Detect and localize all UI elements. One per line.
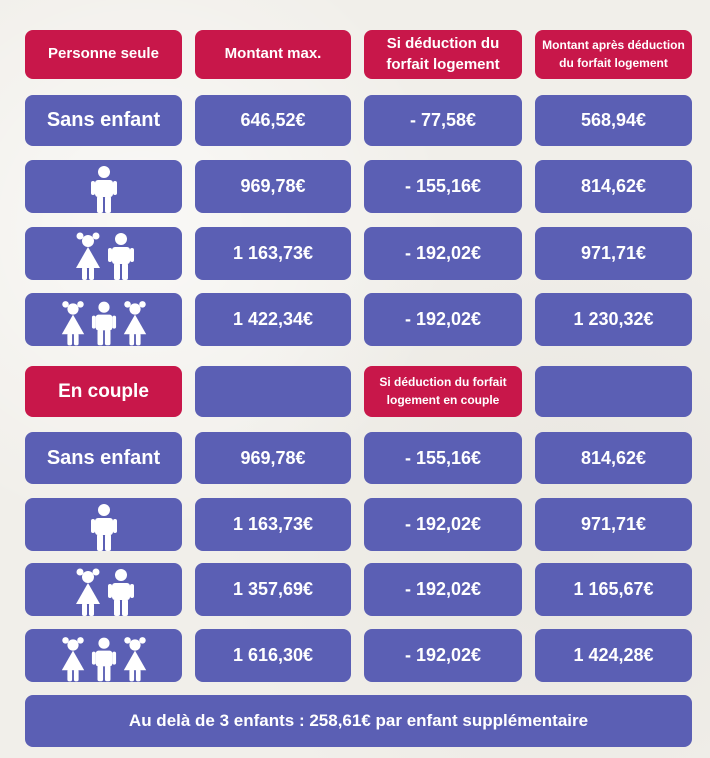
deduction-cell: - 155,16€ [364, 160, 522, 213]
row-label-no-child: Sans enfant [25, 432, 182, 484]
max-amount-cell: 1 616,30€ [195, 629, 351, 682]
after-deduction-cell: 1 424,28€ [535, 629, 692, 682]
row-label-one-child [25, 160, 182, 213]
two-children-icon [73, 568, 135, 616]
max-amount-cell: 1 422,34€ [195, 293, 351, 346]
row-label-no-child: Sans enfant [25, 95, 182, 146]
header-max-amount: Montant max. [195, 30, 351, 79]
three-children-icon [59, 300, 149, 346]
row-label-two-children [25, 563, 182, 616]
after-deduction-cell: 1 230,32€ [535, 293, 692, 346]
row-label-three-children [25, 293, 182, 346]
header-couple-empty-max [195, 366, 351, 417]
header-couple-deduction: Si déduction du forfait logement en couple [364, 366, 522, 417]
header-couple-label: En couple [25, 366, 182, 417]
deduction-cell: - 192,02€ [364, 629, 522, 682]
header-couple-empty-after [535, 366, 692, 417]
after-deduction-cell: 971,71€ [535, 227, 692, 280]
header-after-deduction: Montant après déduction du forfait logement [535, 30, 692, 79]
after-deduction-cell: 814,62€ [535, 432, 692, 484]
row-label-one-child [25, 498, 182, 551]
deduction-cell: - 192,02€ [364, 227, 522, 280]
deduction-cell: - 192,02€ [364, 563, 522, 616]
three-children-icon [59, 636, 149, 682]
max-amount-cell: 969,78€ [195, 160, 351, 213]
max-amount-cell: 646,52€ [195, 95, 351, 146]
after-deduction-cell: 1 165,67€ [535, 563, 692, 616]
max-amount-cell: 1 163,73€ [195, 498, 351, 551]
header-deduction: Si déduction du forfait logement [364, 30, 522, 79]
one-child-icon [90, 503, 118, 551]
row-label-two-children [25, 227, 182, 280]
deduction-cell: - 192,02€ [364, 293, 522, 346]
footer-note: Au delà de 3 enfants : 258,61€ par enfant supplémentaire [25, 695, 692, 747]
row-label-three-children [25, 629, 182, 682]
after-deduction-cell: 971,71€ [535, 498, 692, 551]
max-amount-cell: 969,78€ [195, 432, 351, 484]
deduction-cell: - 192,02€ [364, 498, 522, 551]
header-single-label: Personne seule [25, 30, 182, 79]
one-child-icon [90, 165, 118, 213]
after-deduction-cell: 568,94€ [535, 95, 692, 146]
max-amount-cell: 1 357,69€ [195, 563, 351, 616]
deduction-cell: - 77,58€ [364, 95, 522, 146]
after-deduction-cell: 814,62€ [535, 160, 692, 213]
deduction-cell: - 155,16€ [364, 432, 522, 484]
max-amount-cell: 1 163,73€ [195, 227, 351, 280]
two-children-icon [73, 232, 135, 280]
